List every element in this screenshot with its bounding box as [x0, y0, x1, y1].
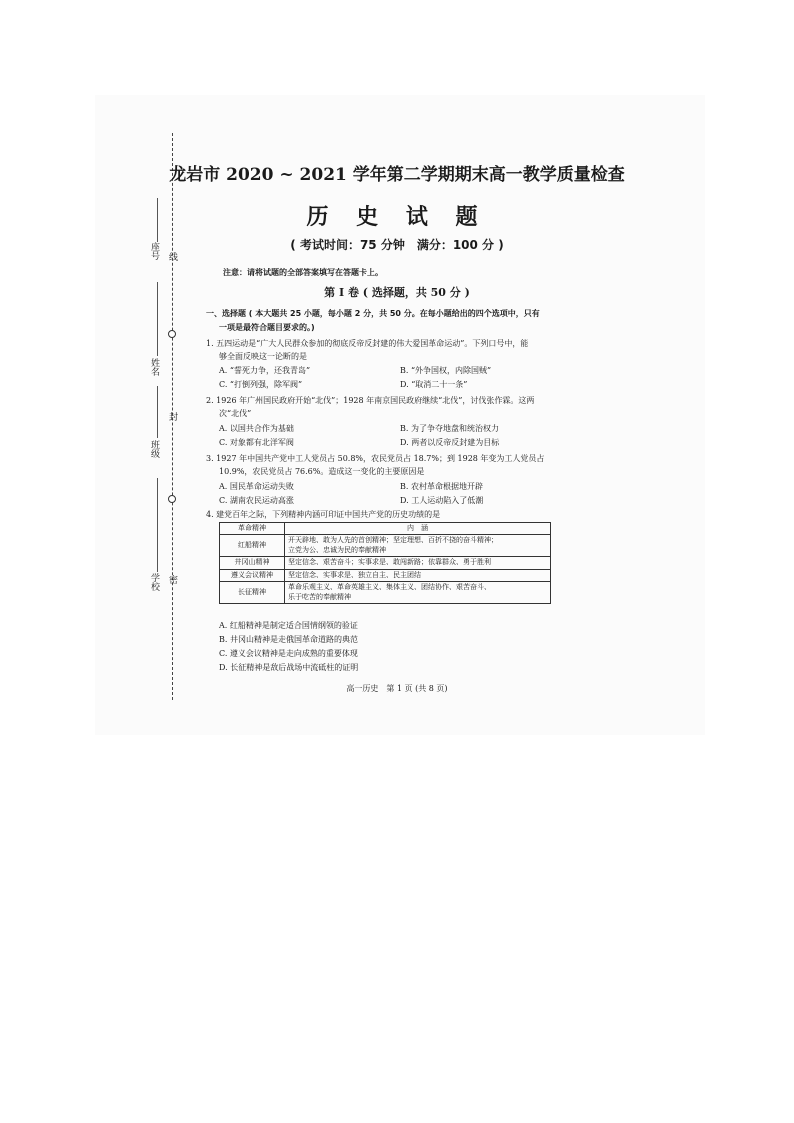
q2-option-a: A. 以国共合作为基础: [219, 424, 294, 433]
q4-option-c: C. 遵义会议精神是走向成熟的重要体现: [219, 649, 358, 658]
spirit-content: [285, 557, 551, 569]
page-footer: 高一历史 第 1 页 (共 8 页): [346, 684, 448, 693]
question-2-stem: 2. 1926 年广州国民政府开始“北伐”；1928 年南京国民政府继续“北伐”，讨伐张作霖。这两: [206, 396, 535, 405]
question-1-stem: 1. 五四运动是“广大人民群众参加的彻底反帝反封建的伟大爱国革命运动”。下列口号中，能: [206, 339, 529, 348]
spirit-content-line: 坚定信念、艰苦奋斗；实事求是、敢闯新路；依靠群众、勇于胜利: [288, 558, 491, 567]
binding-hole: [168, 495, 176, 503]
table-header-spirit: 革命精神: [220, 523, 285, 535]
table-row: [220, 569, 551, 581]
question-2-stem-cont: 次“北伐”: [219, 409, 252, 418]
q1-option-b: B. “外争国权，内除国贼”: [400, 366, 492, 375]
section-instructions-cont: 一项是最符合题目要求的。): [219, 323, 315, 332]
table-header-content: 内 涵: [285, 523, 551, 535]
spirit-content-line: 乐于吃苦的奉献精神: [288, 592, 351, 601]
q2-option-d: D. 两者以反帝反封建为目标: [400, 438, 500, 447]
q1-option-c: C. “打倒列强，除军阀”: [219, 380, 303, 389]
q3-option-d: D. 工人运动陷入了低潮: [400, 496, 484, 505]
table-header-row: [220, 523, 551, 535]
name-label: 姓名: [149, 358, 159, 376]
q4-option-d: D. 长征精神是敌后战场中流砥柱的证明: [219, 663, 359, 672]
q2-option-b: B. 为了争夺地盘和统治权力: [400, 424, 499, 433]
school-blank: [157, 478, 158, 572]
question-1-stem-cont: 够全面反映这一论断的是: [219, 352, 307, 361]
spirit-content-line: 开天辟地、敢为人先的首创精神；坚定理想、百折不挠的奋斗精神；: [288, 536, 498, 545]
table-row: [220, 535, 551, 557]
q3-option-c: C. 湖南农民运动高涨: [219, 496, 294, 505]
spirit-content: [285, 582, 551, 604]
question-4-stem: 4. 建党百年之际，下列精神内涵可印证中国共产党的历史功绩的是: [206, 510, 441, 519]
spirit-content: [285, 535, 551, 557]
spirit-content-line: 立党为公、忠诚为民的奉献精神: [288, 545, 386, 554]
spirit-table: [219, 522, 551, 604]
exam-no-label: 座号: [149, 242, 159, 260]
section-instructions: 一、选择题 ( 本大题共 25 小题，每小题 2 分，共 50 分。在每小题给出的四个选项中，只有: [206, 309, 540, 318]
spirit-content-line: 坚定信念、实事求是、独立自主、民主团结: [288, 570, 421, 579]
spirit-name: 遵义会议精神: [220, 569, 285, 581]
q2-option-c: C. 对象都有北洋军阀: [219, 438, 294, 447]
question-3-stem-cont: 10.9%，农民党员占 76.6%。造成这一变化的主要原因是: [219, 467, 425, 476]
part-title: 第 I 卷 ( 选择题，共 50 分 ): [324, 286, 470, 299]
q4-option-b: B. 井冈山精神是走俄国革命道路的典范: [219, 635, 358, 644]
q1-option-a: A. “誓死力争，还我青岛”: [219, 366, 311, 375]
spirit-name: 井冈山精神: [220, 557, 285, 569]
scanned-page: [95, 95, 705, 735]
spirit-name: 红船精神: [220, 535, 285, 557]
time-info: ( 考试时间：75 分钟 满分：100 分 ): [290, 238, 504, 252]
spirit-name: 长征精神: [220, 582, 285, 604]
class-label: 班级: [149, 440, 159, 458]
sealed-mark: 密: [167, 575, 177, 584]
school-label: 学校: [149, 573, 159, 591]
q3-option-b: B. 农村革命根据地开辟: [400, 482, 483, 491]
seal-mark: 封: [167, 412, 177, 421]
class-blank: [157, 386, 158, 438]
subject-title: 历 史 试 题: [306, 204, 488, 230]
spirit-content-line: 革命乐观主义、革命英雄主义、集体主义、团结协作、艰苦奋斗、: [288, 583, 491, 592]
q1-option-d: D. “取消二十一条”: [400, 380, 468, 389]
table-row: [220, 557, 551, 569]
line-mark: 线: [167, 252, 177, 261]
notice: 注意：请将试题的全部答案填写在答题卡上。: [223, 268, 383, 277]
exam-title: 龙岩市 2020 ~ 2021 学年第二学期期末高一教学质量检查: [169, 165, 625, 185]
question-3-stem: 3. 1927 年中国共产党中工人党员占 50.8%，农民党员占 18.7%；到 1928 年变为工人党员占: [206, 454, 545, 463]
spirit-content: [285, 569, 551, 581]
table-row: [220, 582, 551, 604]
q3-option-a: A. 国民革命运动失败: [219, 482, 294, 491]
q4-option-a: A. 红船精神是制定适合国情纲领的验证: [219, 621, 358, 630]
binding-hole: [168, 330, 176, 338]
